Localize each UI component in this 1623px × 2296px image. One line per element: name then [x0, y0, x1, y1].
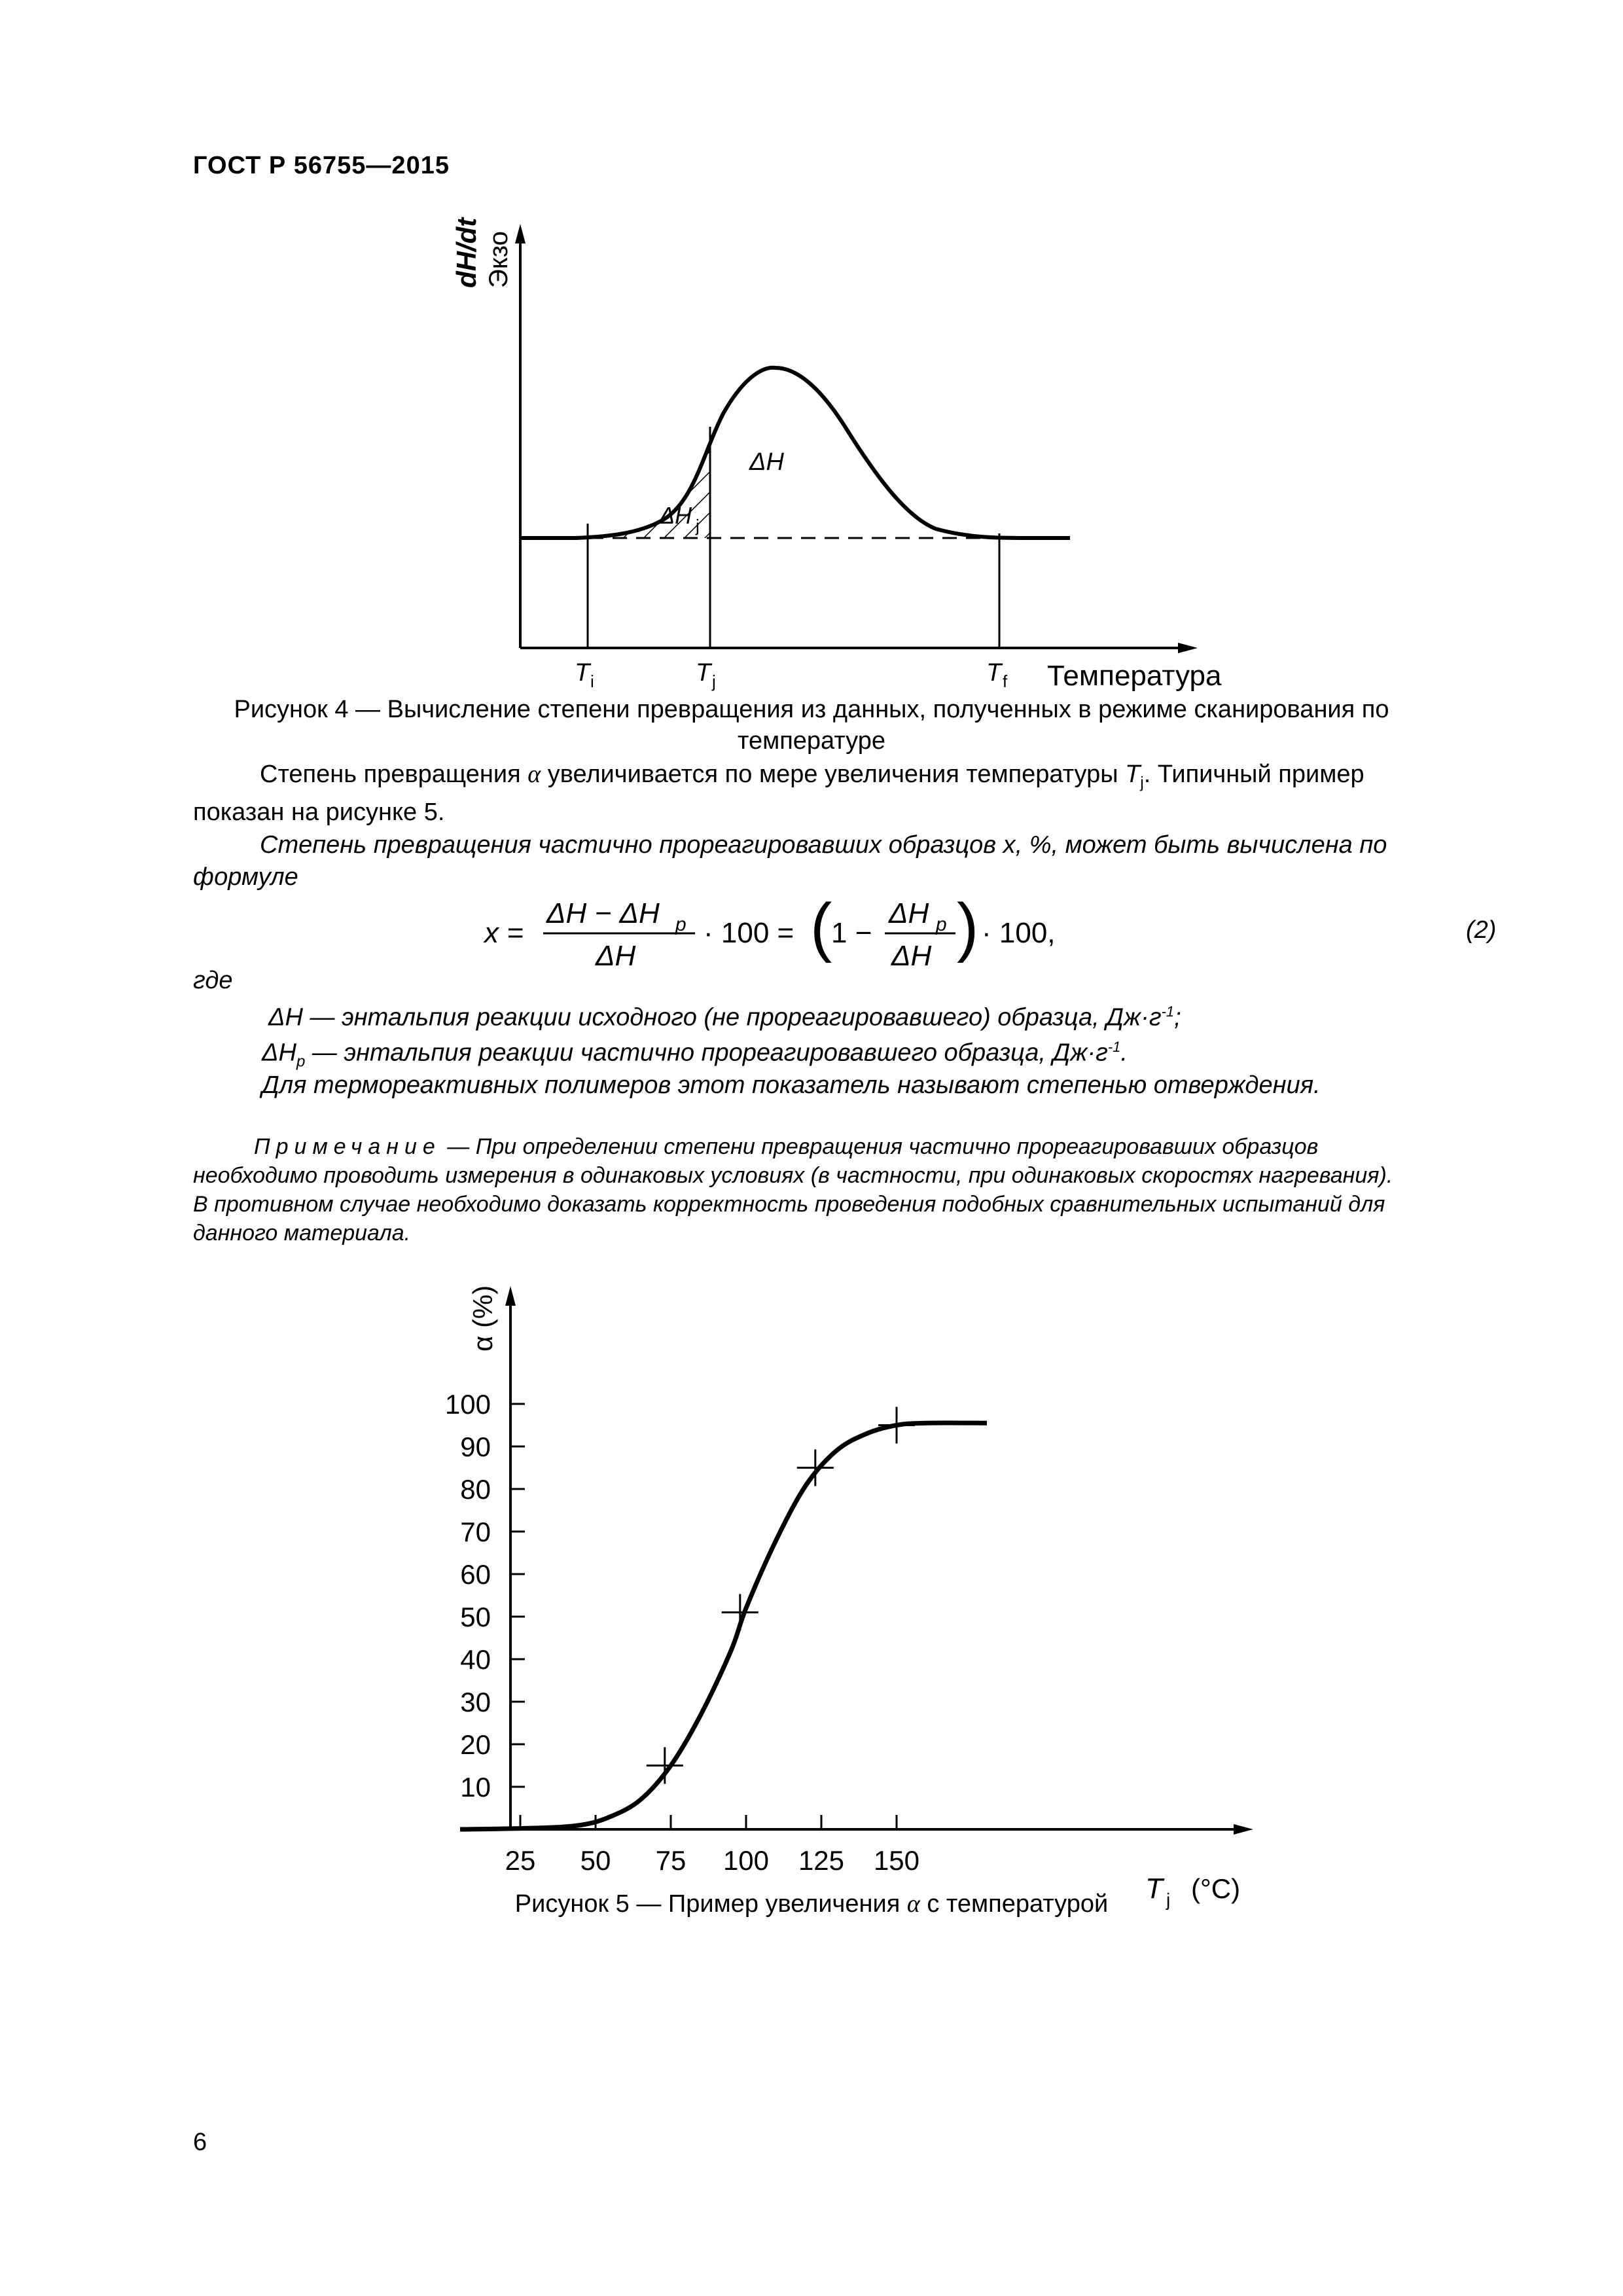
p1-text-b: увеличивается по мере увеличения температуры: [541, 761, 1126, 788]
p1-text-a: Степень превращения: [260, 761, 528, 788]
where-label: где: [193, 967, 233, 994]
fig5-x-tick-label: 75: [655, 1845, 687, 1876]
fig5-y-tick-label: 40: [460, 1644, 491, 1675]
figure-4-caption-line2: температуре: [737, 727, 886, 755]
fig4-tick-ti: T: [575, 659, 590, 687]
note-line2: необходимо проводить измерения в одинаковых условиях (в частности, при одинаковых скоростях нагревания).: [193, 1163, 1393, 1188]
fig5-markers: [647, 1407, 915, 1784]
fig4-tick-tj-sub: j: [712, 672, 716, 691]
formula-num1: ΔH − ΔH: [546, 897, 660, 929]
fig4-x-label: Температура: [1047, 660, 1222, 692]
fig5-marker-cross: [722, 1594, 758, 1631]
fig5-x-tick-label: 50: [580, 1845, 611, 1876]
fig5-caption-text-a: Рисунок 5 — Пример увеличения: [514, 1890, 907, 1918]
def1-sup: -1: [1161, 1003, 1175, 1020]
fig4-tick-ti-sub: i: [590, 672, 594, 691]
fig5-y-axis-arrow: [505, 1286, 516, 1306]
fig4-y-label-exo: Экзо: [484, 231, 513, 288]
figure-4-diagram: [0, 0, 1623, 720]
fig5-caption-text-b: с температурой: [919, 1890, 1109, 1918]
def1-end: ;: [1174, 1003, 1181, 1031]
def2-text: — энтальпия реакции частично прореагировавшего образца, Дж·г: [305, 1039, 1108, 1067]
fig5-x-tick-label: 125: [798, 1845, 845, 1876]
paragraph-3: Для термореактивных полимеров этот показатель называют степенью отверждения.: [262, 1071, 1321, 1099]
formula-num2: ΔH: [889, 897, 929, 929]
paragraph-1-line2: показан на рисунке 5.: [193, 798, 445, 826]
fig4-tick-tf-sub: f: [1003, 672, 1008, 691]
paragraph-2-line2: формуле: [193, 863, 298, 891]
formula-num1-sub: p: [675, 914, 687, 935]
formula-tail: · 100,: [982, 917, 1056, 949]
fig5-ticks: [445, 1389, 919, 1876]
fig5-y-tick-label: 60: [460, 1559, 491, 1590]
figure-5-caption: [0, 1888, 1623, 1920]
def2-sub: p: [296, 1052, 306, 1071]
fig5-y-tick-label: 30: [460, 1687, 491, 1717]
formula-den2: ΔH: [891, 940, 932, 972]
fig4-x-axis-arrow: [1178, 643, 1198, 653]
fig4-y-label-dhdt: dH/dt: [451, 217, 482, 288]
fig5-y-tick-label: 10: [460, 1772, 491, 1803]
fig4-label-dh: ΔH: [749, 448, 784, 476]
fig5-marker-cross: [797, 1450, 834, 1486]
note-line1-text: — При определении степени превращения частично прореагировавших образцов: [440, 1134, 1319, 1159]
p1-alpha: α: [527, 761, 541, 788]
fig5-y-tick-label: 80: [460, 1474, 491, 1505]
fig5-x-tick-label: 25: [505, 1845, 536, 1876]
note-label: Примечание: [254, 1134, 441, 1159]
fig4-tick-tf: T: [986, 659, 1002, 687]
fig5-axes: [505, 1286, 1253, 1835]
paragraph-2-line1: Степень превращения частично прореагировавших образцов x, %, может быть вычислена по: [260, 831, 1387, 859]
formula-den1: ΔH: [596, 940, 636, 972]
note-line4: данного материала.: [193, 1221, 411, 1246]
formula-number: (2): [1466, 916, 1497, 944]
fig5-y-tick-label: 70: [460, 1516, 491, 1547]
fig4-y-axis-arrow: [515, 224, 526, 243]
fig4-label-dhj: ΔH: [659, 502, 692, 529]
def2-end: .: [1120, 1039, 1128, 1067]
fig4-tick-tj: T: [696, 659, 711, 687]
fig5-y-tick-label: 50: [460, 1602, 491, 1632]
formula-paren-close: ): [957, 890, 979, 963]
def2-symbol: ΔH: [262, 1039, 296, 1067]
fig5-series-line: [460, 1423, 987, 1829]
fig5-marker-cross: [878, 1407, 915, 1444]
fig4-peak-curve: [520, 368, 1070, 538]
fig5-x-axis-label-unit: (°C): [1191, 1873, 1241, 1904]
p1-tj: T: [1125, 761, 1141, 788]
formula-one: 1 −: [831, 917, 872, 949]
p1-text-c: . Типичный пример: [1143, 761, 1364, 788]
document-header: ГОСТ Р 56755—2015: [193, 152, 450, 179]
fig5-x-tick-label: 100: [722, 1845, 770, 1876]
def2-sup: -1: [1107, 1039, 1121, 1055]
fig4-label-dhj-sub: j: [696, 516, 700, 535]
note-line3: В противном случае необходимо доказать корректность проведения подобных сравнительных испытаний для: [193, 1192, 1385, 1217]
fig5-x-axis-label-t: T: [1145, 1873, 1163, 1905]
note-line1: [254, 1132, 1497, 1161]
fig5-y-tick-label: 90: [460, 1431, 491, 1462]
formula-num2-sub: p: [936, 914, 947, 935]
formula-mid: · 100 =: [704, 917, 794, 949]
formula-paren-open: (: [810, 890, 832, 963]
paragraph-1-line1: [260, 756, 1503, 802]
figure-4-caption-line1: Рисунок 4 — Вычисление степени превращения из данных, полученных в режиме сканирования по: [234, 696, 1389, 723]
fig5-x-axis-label-sub: j: [1166, 1890, 1171, 1910]
fig5-y-axis-label: α (%): [467, 1285, 498, 1352]
fig5-x-axis-arrow: [1234, 1824, 1253, 1835]
fig5-x-tick-label: 150: [873, 1845, 920, 1876]
fig5-y-tick-label: 100: [444, 1389, 491, 1420]
fig5-series: [460, 1423, 987, 1829]
page-number: 6: [193, 2128, 207, 2156]
formula-2: [458, 884, 1113, 982]
p1-tj-sub: j: [1140, 774, 1144, 792]
fig5-caption-alpha: α: [906, 1890, 920, 1918]
fig5-y-tick-label: 20: [460, 1729, 491, 1760]
def1-text: ΔH — энтальпия реакции исходного (не прореагировавшего) образца, Дж·г: [268, 1003, 1162, 1031]
formula-lhs: x =: [484, 917, 524, 949]
